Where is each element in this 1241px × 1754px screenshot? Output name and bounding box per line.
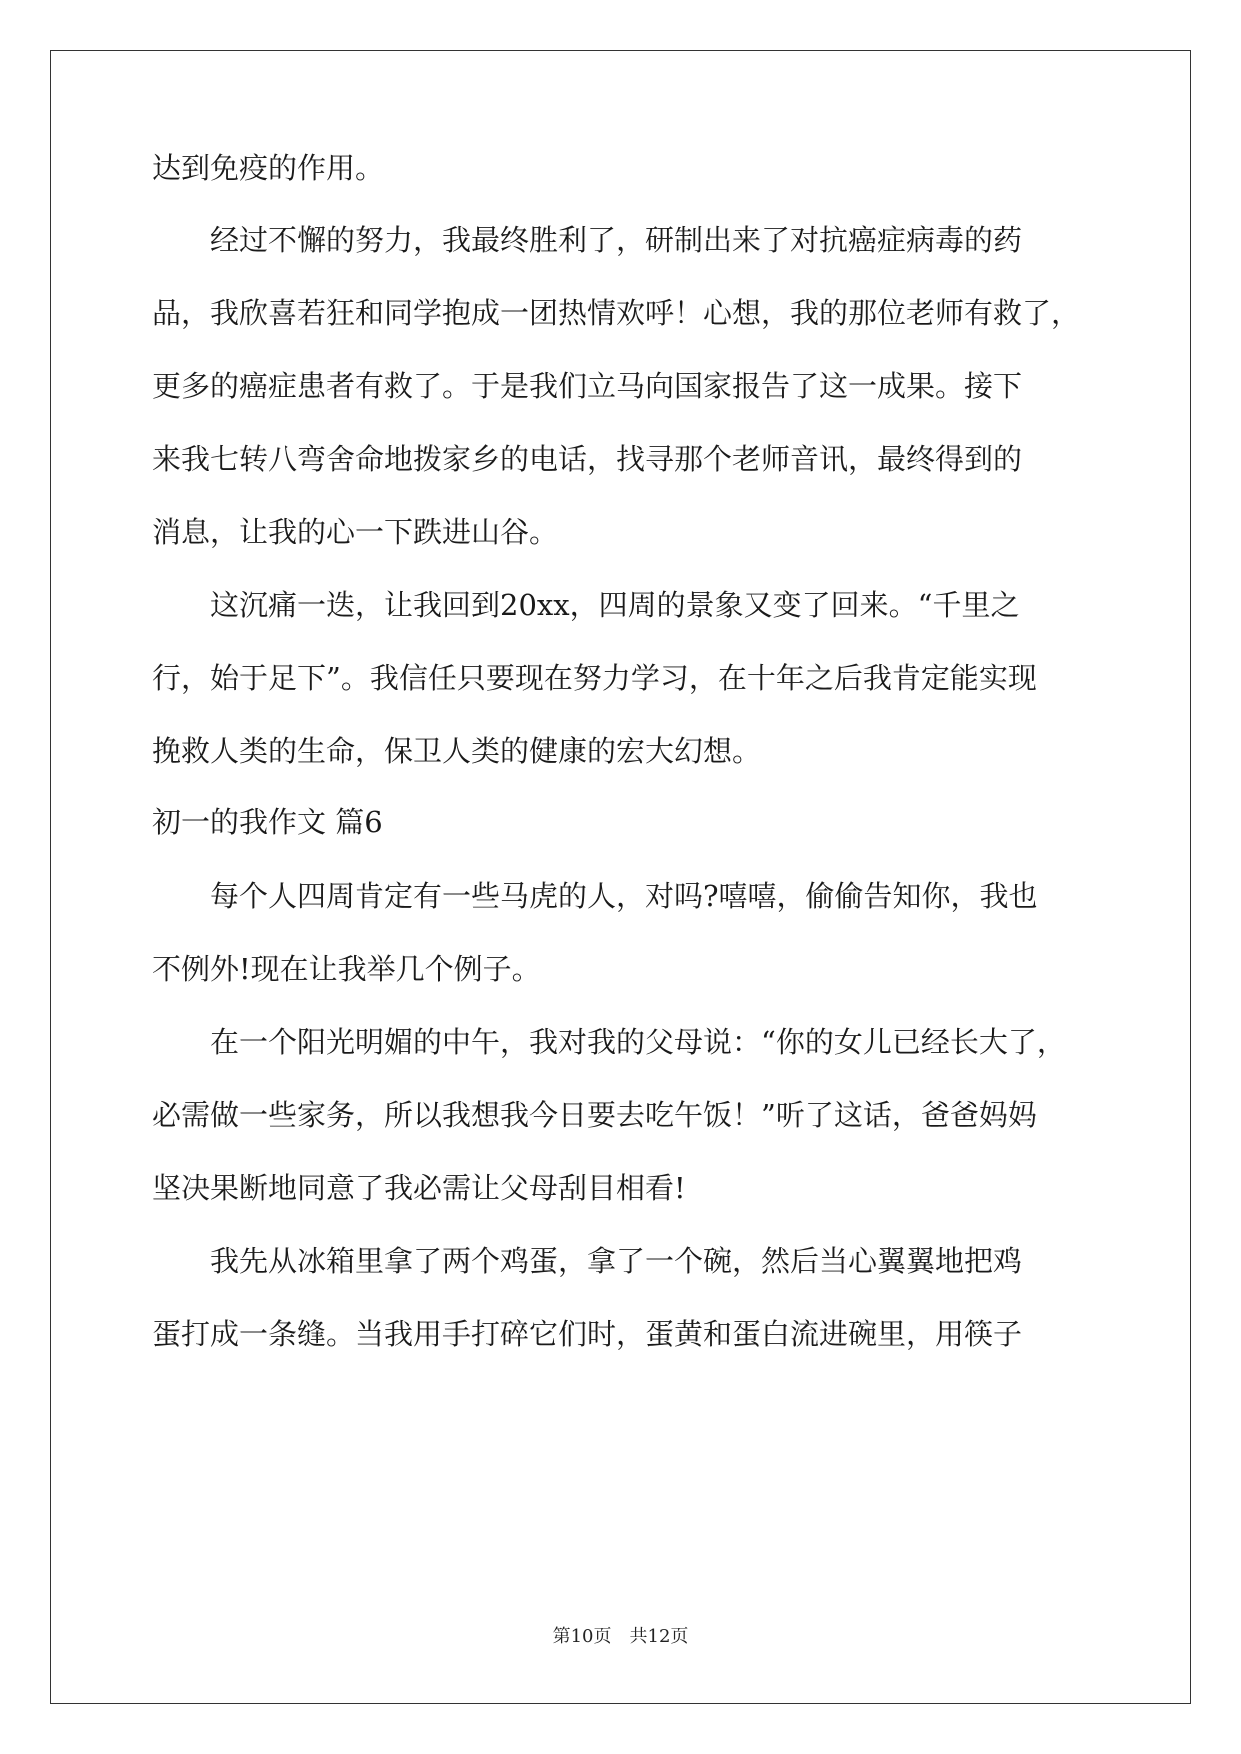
paragraph-line: 在一个阳光明媚的中午，我对我的父母说：“你的女儿已经长大了， [210,1025,1066,1059]
paragraph-line: 消息，让我的心一下跌进山谷。 [152,515,559,549]
paragraph-line: 挽救人类的生命，保卫人类的健康的宏大幻想。 [152,734,762,768]
page-number-footer: 第10页 共12页 [552,1626,689,1647]
paragraph-line: 我先从冰箱里拿了两个鸡蛋，拿了一个碗，然后当心翼翼地把鸡 [210,1244,1023,1278]
paragraph-line: 每个人四周肯定有一些马虎的人，对吗?嘻嘻，偷偷告知你，我也 [210,879,1038,913]
section-heading: 初一的我作文 篇6 [152,805,383,839]
paragraph-line: 不例外!现在让我举几个例子。 [152,952,541,986]
paragraph-line: 必需做一些家务，所以我想我今日要去吃午饭！”听了这话，爸爸妈妈 [152,1098,1037,1132]
paragraph-line: 蛋打成一条缝。当我用手打碎它们时，蛋黄和蛋白流进碗里，用筷子 [152,1317,1023,1351]
paragraph-line: 这沉痛一迭，让我回到20xx，四周的景象又变了回来。“千里之 [210,588,1020,622]
paragraph-line: 更多的癌症患者有救了。于是我们立马向国家报告了这一成果。接下 [152,369,1023,403]
paragraph-line: 品，我欣喜若狂和同学抱成一团热情欢呼！心想，我的那位老师有救了， [152,296,1081,330]
paragraph-line: 来我七转八弯舍命地拨家乡的电话，找寻那个老师音讯，最终得到的 [152,442,1023,476]
paragraph-line: 行，始于足下”。我信任只要现在努力学习，在十年之后我肯定能实现 [152,661,1037,695]
paragraph-line: 达到免疫的作用。 [152,151,385,185]
paragraph-line: 经过不懈的努力，我最终胜利了，研制出来了对抗癌症病毒的药 [210,223,1023,257]
paragraph-line: 坚决果断地同意了我必需让父母刮目相看! [152,1171,686,1205]
